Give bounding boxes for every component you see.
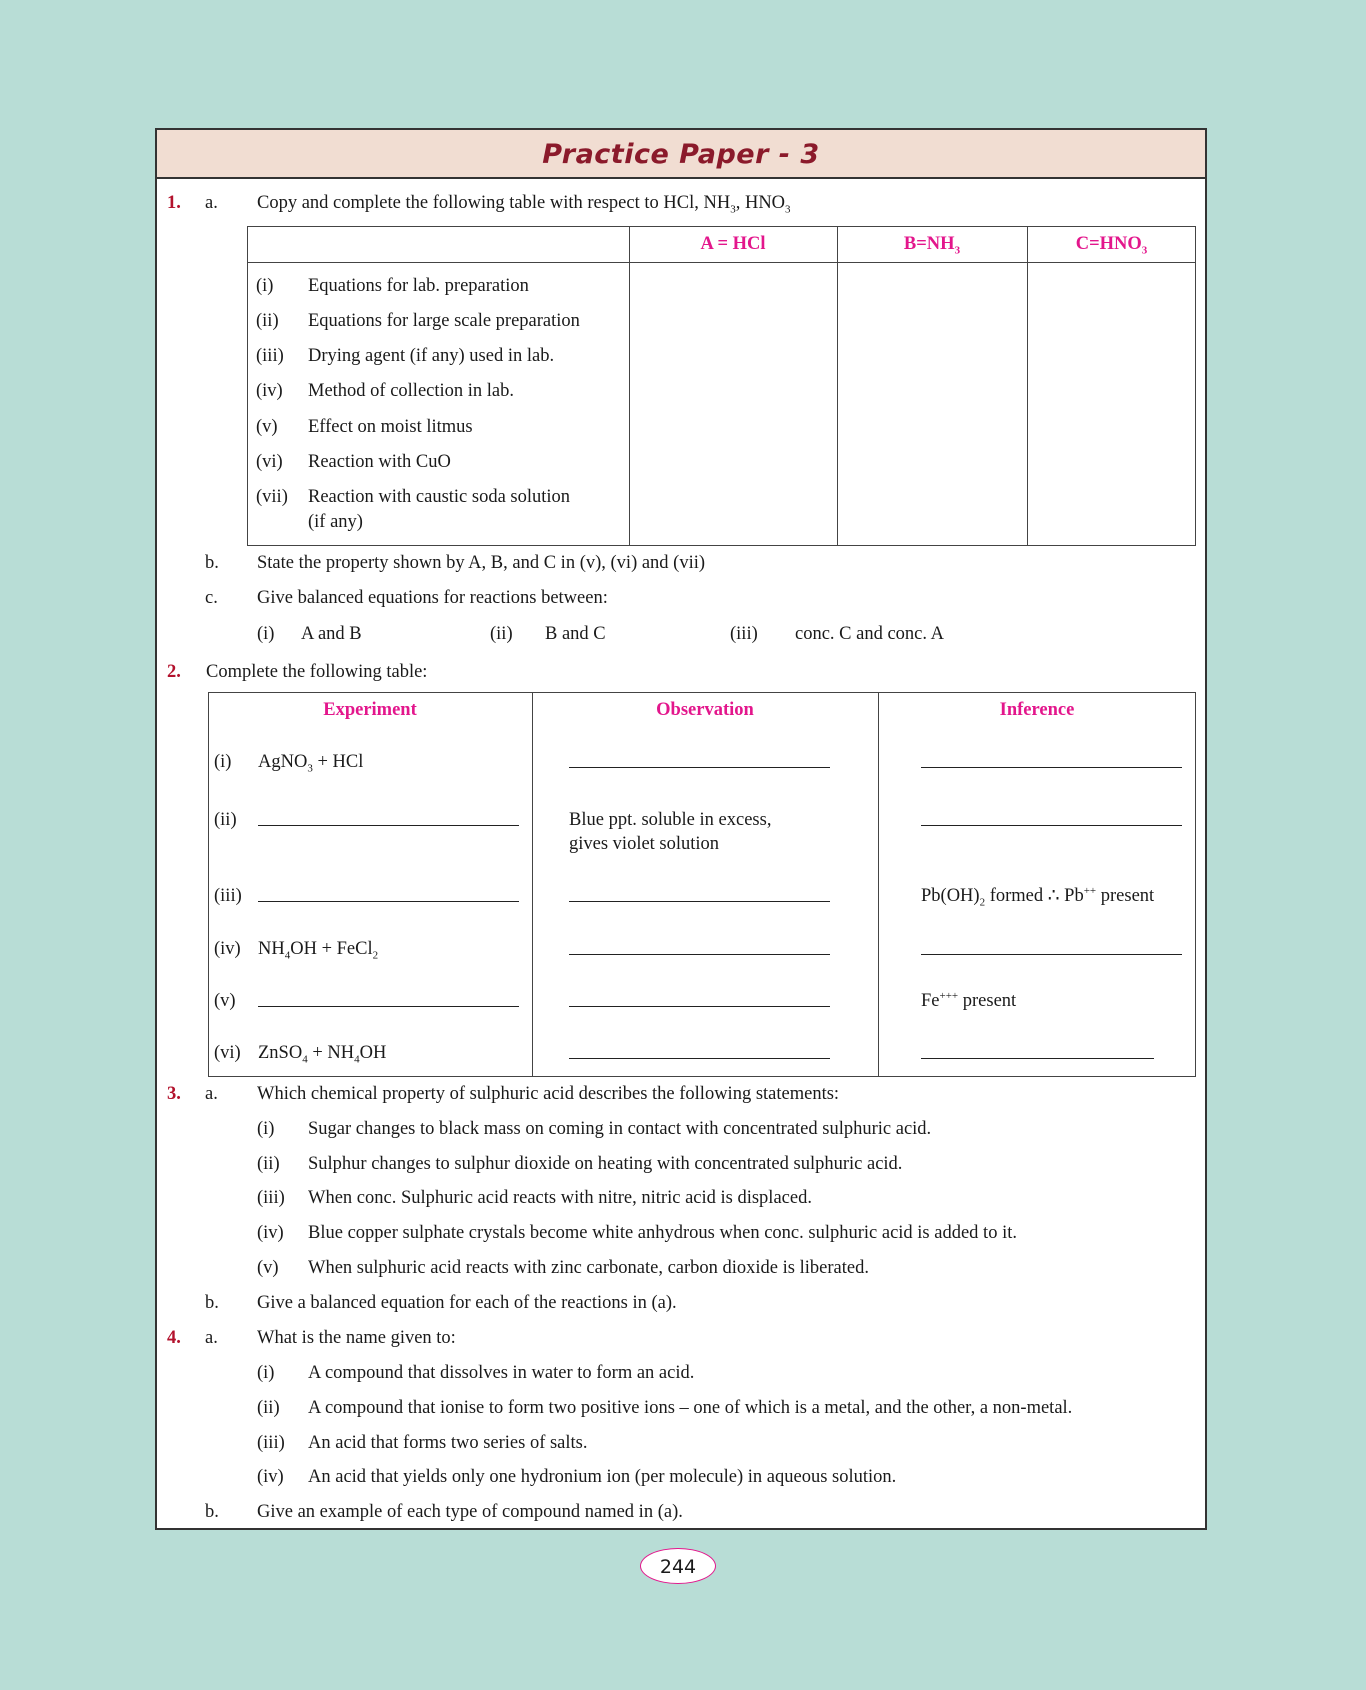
q3a-item-num: (i) [257, 1119, 275, 1139]
q1-table-divider [629, 226, 630, 546]
q1a-label: a. [205, 193, 218, 213]
q3a-item-num: (ii) [257, 1154, 280, 1174]
q2-table-divider [532, 692, 533, 1077]
q1-row-num: (v) [256, 417, 278, 437]
q1-row-text: Equations for lab. preparation [308, 276, 529, 296]
q3b-text: Give a balanced equation for each of the reactions in (a). [257, 1293, 677, 1313]
q4a-item-num: (iii) [257, 1433, 285, 1453]
q1-row-text: Equations for large scale preparation [308, 311, 580, 331]
q2-row-num: (iv) [214, 939, 241, 959]
q4a-item-text: An acid that yields only one hydronium ion (per molecule) in aqueous solution. [308, 1467, 897, 1487]
q4a-text: What is the name given to: [257, 1328, 456, 1348]
q2-inference: Fe+++ present [921, 989, 1017, 1011]
answer-blank[interactable] [258, 901, 519, 902]
q1-table-divider [837, 226, 838, 546]
q1-row-text: Effect on moist litmus [308, 417, 473, 437]
q2-text: Complete the following table: [206, 662, 428, 682]
q1-table-header-rule [247, 262, 1196, 263]
q2-row-num: (i) [214, 752, 232, 772]
q1-row-text-cont: (if any) [308, 512, 363, 532]
q3a-item-num: (iv) [257, 1223, 284, 1243]
q4a-item-num: (i) [257, 1363, 275, 1383]
page-title: Practice Paper - 3 [542, 139, 820, 170]
q1c-item-num: (i) [257, 624, 275, 644]
q3b-label: b. [205, 1293, 219, 1313]
q1c-item-text: B and C [545, 624, 606, 644]
q1-row-num: (iii) [256, 346, 284, 366]
q3a-item-text: Sulphur changes to sulphur dioxide on heating with concentrated sulphuric acid. [308, 1154, 903, 1174]
answer-blank[interactable] [569, 1058, 830, 1059]
q4a-item-num: (ii) [257, 1398, 280, 1418]
q1b-text: State the property shown by A, B, and C in (v), (vi) and (vii) [257, 553, 706, 573]
q1-col-a-header: A = HCl [700, 234, 766, 254]
q3a-item-text: When sulphuric acid reacts with zinc carbonate, carbon dioxide is liberated. [308, 1258, 869, 1278]
q1-row-num: (vi) [256, 452, 283, 472]
q1-number: 1. [167, 193, 181, 213]
q2-table-divider [878, 692, 879, 1077]
q1-col-c-header: $C=HNO_3$ [1075, 234, 1148, 257]
q1-row-text: Reaction with caustic soda solution [308, 487, 571, 507]
q2-row-num: (vi) [214, 1043, 241, 1063]
q1-row-num: (ii) [256, 311, 279, 331]
q3a-item-text: Sugar changes to black mass on coming in contact with concentrated sulphuric acid. [308, 1119, 932, 1139]
q2-experiment: $NH_4OH$ + FeCl$_2$ [258, 939, 379, 962]
q1-row-num: (iv) [256, 381, 283, 401]
answer-blank[interactable] [921, 954, 1182, 955]
q2-inference: $Pb(OH)_2$ formed ∴ Pb++ present [921, 884, 1155, 909]
answer-blank[interactable] [569, 1006, 830, 1007]
q4-number: 4. [167, 1328, 181, 1348]
q4a-item-num: (iv) [257, 1467, 284, 1487]
q3-number: 3. [167, 1084, 181, 1104]
q2-number: 2. [167, 662, 181, 682]
q4a-item-text: A compound that dissolves in water to form an acid. [308, 1363, 695, 1383]
q1c-text: Give balanced equations for reactions between: [257, 588, 608, 608]
answer-blank[interactable] [921, 825, 1182, 826]
q1-row-text: Drying agent (if any) used in lab. [308, 346, 555, 366]
q2-row-num: (v) [214, 991, 236, 1011]
answer-blank[interactable] [569, 954, 830, 955]
q1-row-text: Reaction with CuO [308, 452, 451, 472]
q2-row-num: (ii) [214, 810, 237, 830]
q1c-label: c. [205, 588, 218, 608]
q1c-item-num: (ii) [490, 624, 513, 644]
answer-blank[interactable] [921, 1058, 1154, 1059]
q4a-item-text: An acid that forms two series of salts. [308, 1433, 588, 1453]
q3a-label: a. [205, 1084, 218, 1104]
q3a-item-num: (v) [257, 1258, 279, 1278]
q1-row-num: (vii) [256, 487, 288, 507]
answer-blank[interactable] [258, 825, 519, 826]
q2-experiment: AgNO$_3$ + HCl [258, 752, 364, 775]
q3a-item-num: (iii) [257, 1188, 285, 1208]
q4b-text: Give an example of each type of compound named in (a). [257, 1502, 683, 1522]
answer-blank[interactable] [569, 767, 830, 768]
q1b-label: b. [205, 553, 219, 573]
q2-header-observation: Observation [656, 700, 754, 720]
q1-col-b-header: $B=NH_3$ [903, 234, 961, 257]
q2-observation-cont: gives violet solution [569, 834, 720, 854]
q4a-item-text: A compound that ionise to form two positive ions – one of which is a metal, and the other, a non-metal. [308, 1398, 1073, 1418]
q4b-label: b. [205, 1502, 219, 1522]
q4a-label: a. [205, 1328, 218, 1348]
q2-row-num: (iii) [214, 886, 242, 906]
q1-table-divider [1027, 226, 1028, 546]
q2-header-inference: Inference [999, 700, 1075, 720]
answer-blank[interactable] [921, 767, 1182, 768]
q3a-item-text: Blue copper sulphate crystals become white anhydrous when conc. sulphuric acid is added to it. [308, 1223, 1017, 1243]
title-bar [157, 130, 1205, 179]
q2-header-experiment: Experiment [323, 700, 417, 720]
q2-observation: Blue ppt. soluble in excess, [569, 810, 772, 830]
q1-row-num: (i) [256, 276, 274, 296]
q1c-item-num: (iii) [730, 624, 758, 644]
q1a-text: Copy and complete the following table with respect to HCl, $NH_3$, $HNO_3$ [257, 193, 791, 216]
q1c-item-text: A and B [301, 624, 362, 644]
q3a-item-text: When conc. Sulphuric acid reacts with nitre, nitric acid is displaced. [308, 1188, 812, 1208]
q3a-text: Which chemical property of sulphuric acid describes the following statements: [257, 1084, 840, 1104]
q1-row-text: Method of collection in lab. [308, 381, 515, 401]
answer-blank[interactable] [258, 1006, 519, 1007]
answer-blank[interactable] [569, 901, 830, 902]
page-number: 244 [640, 1548, 716, 1584]
q2-experiment: ZnSO$_4$ + $NH_4OH$ [258, 1043, 387, 1066]
q1c-item-text: conc. C and conc. A [795, 624, 944, 644]
